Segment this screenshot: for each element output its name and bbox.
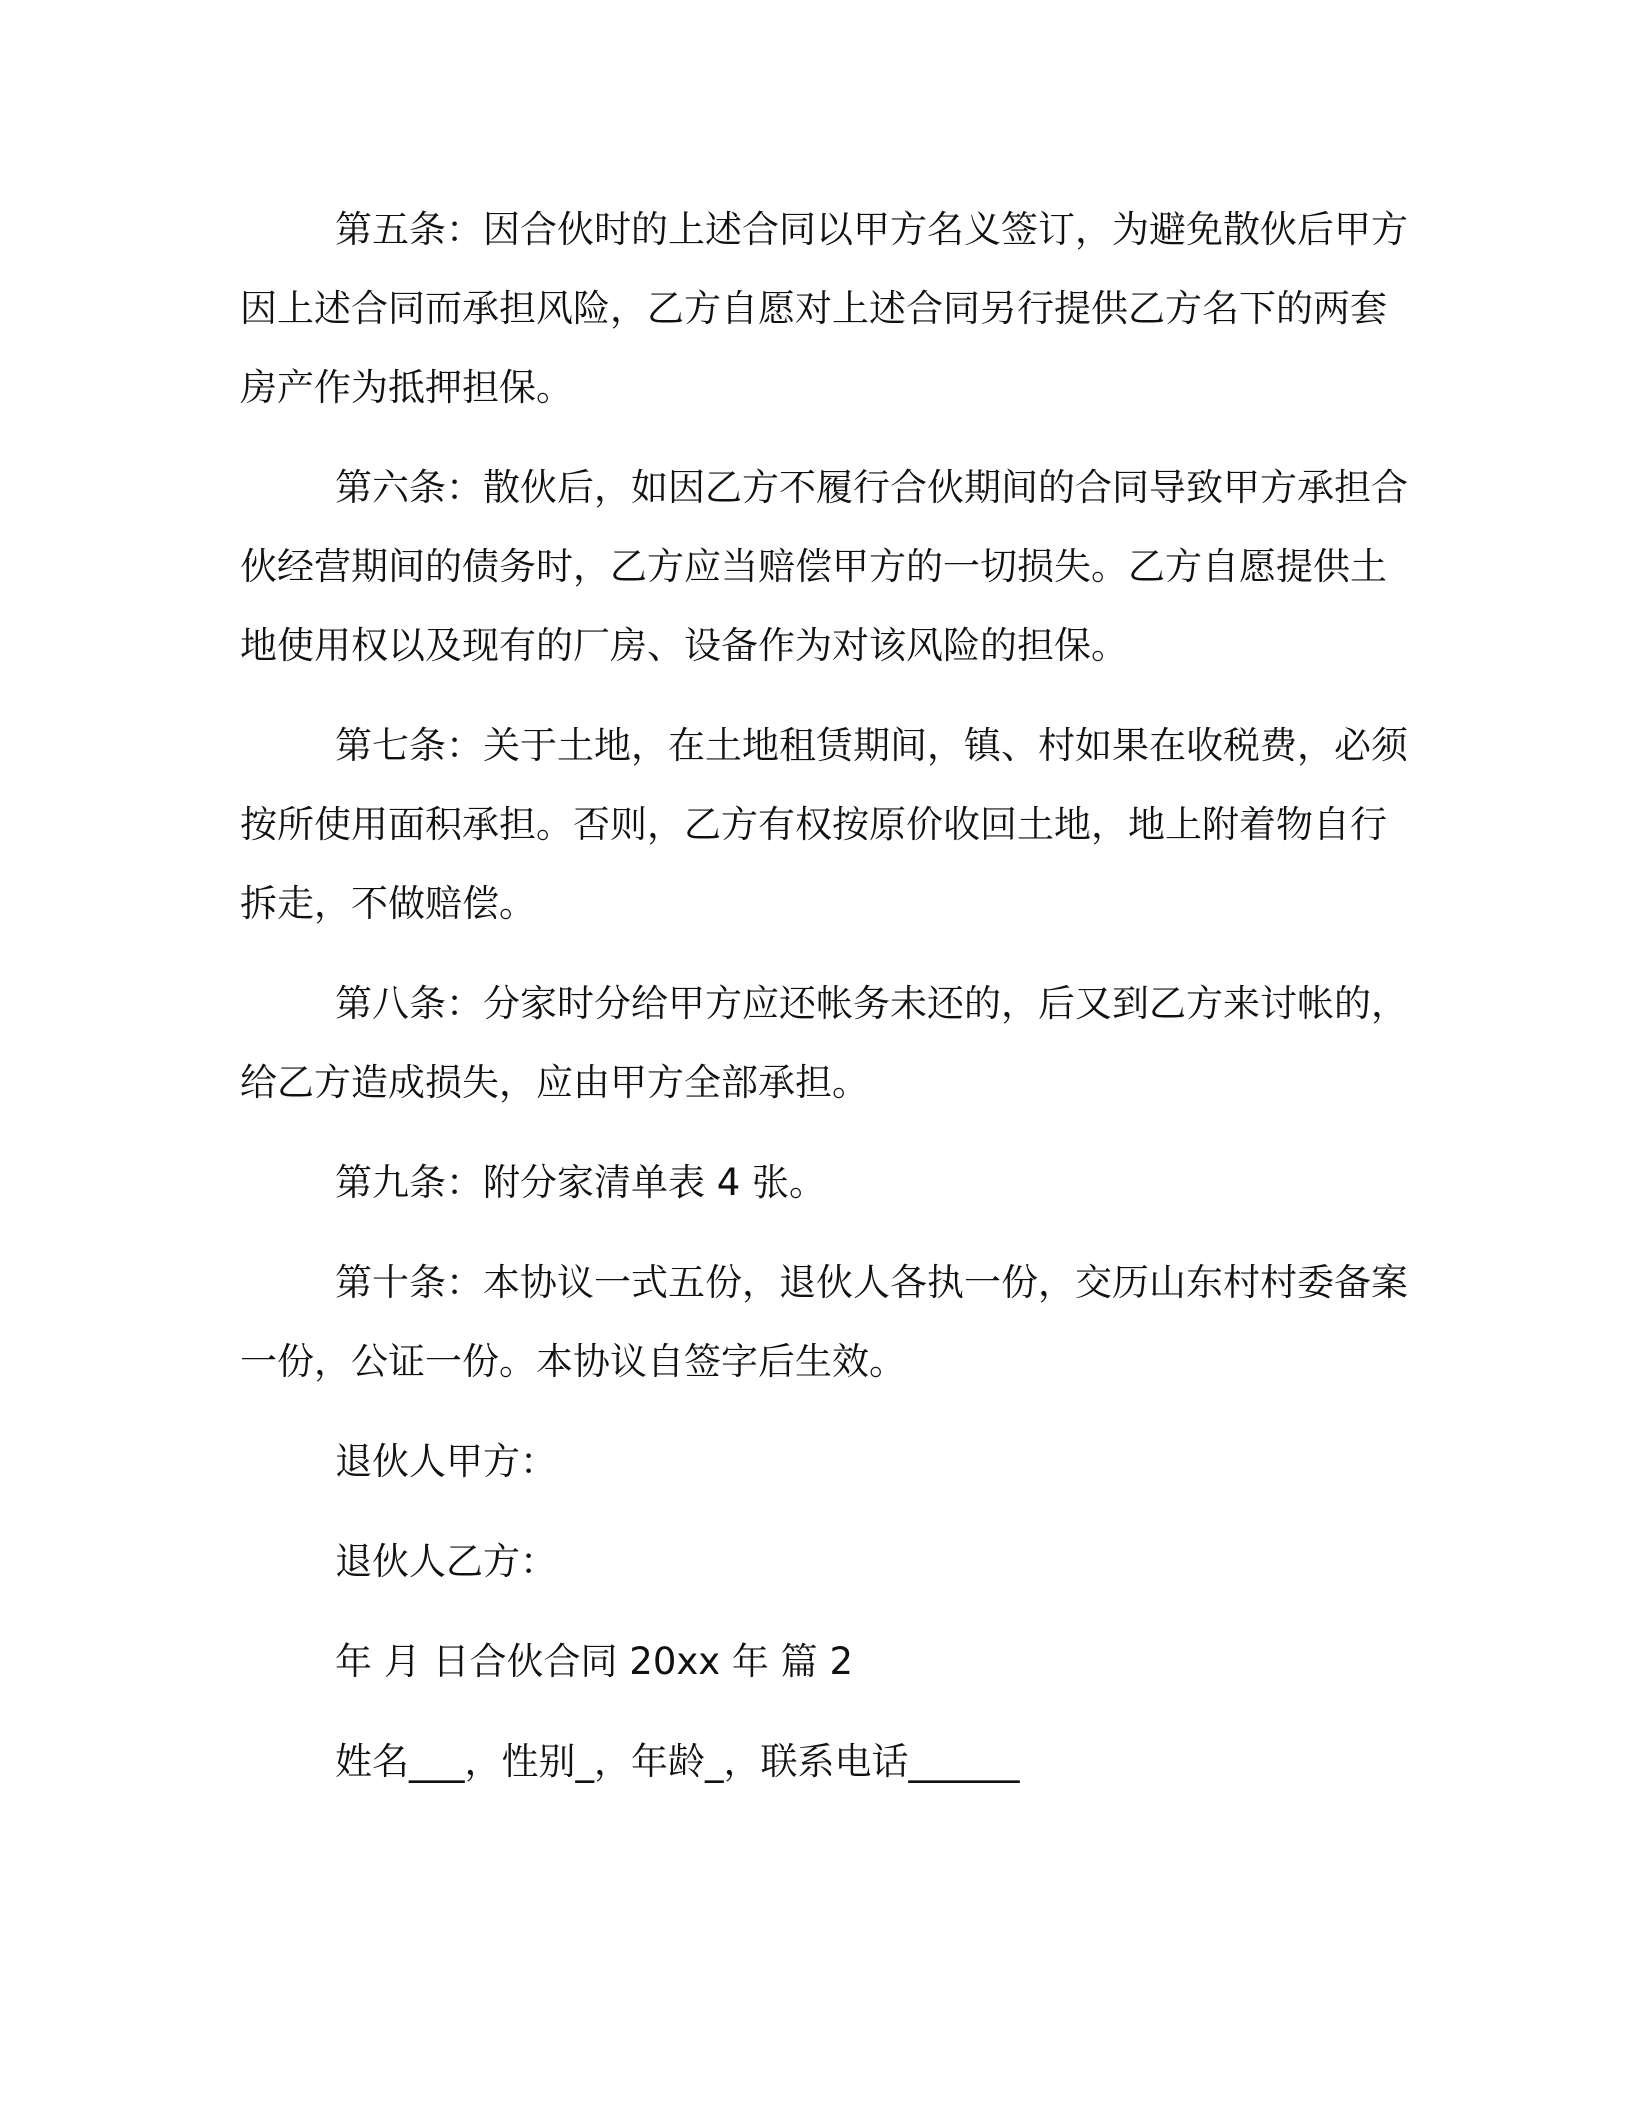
date-heading: 年 月 日合伙合同 20xx 年 篇 2 [335,1640,853,1683]
clause-5: 第五条：因合伙时的上述合同以甲方名义签订，为避免散伙后甲方因上述合同而承担风险，乙方自愿对上述合同另行提供乙方名下的两套房产作为抵押担保。 [240,208,1408,409]
personal-info-line: 姓名___，性别_，年龄_，联系电话______ [335,1740,1020,1783]
document-body [240,190,1410,1801]
clause-9: 第九条：附分家清单表 4 张。 [335,1161,827,1204]
signature-party-a: 退伙人甲方： [335,1440,557,1483]
clause-7: 第七条：关于土地，在土地租赁期间，镇、村如果在收税费，必须按所使用面积承担。否则，乙方有权按原价收回土地，地上附着物自行拆走，不做赔偿。 [240,724,1408,925]
signature-party-b: 退伙人乙方： [335,1540,557,1583]
clause-6: 第六条：散伙后，如因乙方不履行合伙期间的合同导致甲方承担合伙经营期间的债务时，乙方应当赔偿甲方的一切损失。乙方自愿提供土地使用权以及现有的厂房、设备作为对该风险的担保。 [240,466,1408,667]
clause-10: 第十条：本协议一式五份，退伙人各执一份，交历山东村村委备案一份，公证一份。本协议自签字后生效。 [240,1261,1408,1383]
clause-8: 第八条：分家时分给甲方应还帐务未还的，后又到乙方来讨帐的，给乙方造成损失，应由甲方全部承担。 [240,982,1408,1104]
